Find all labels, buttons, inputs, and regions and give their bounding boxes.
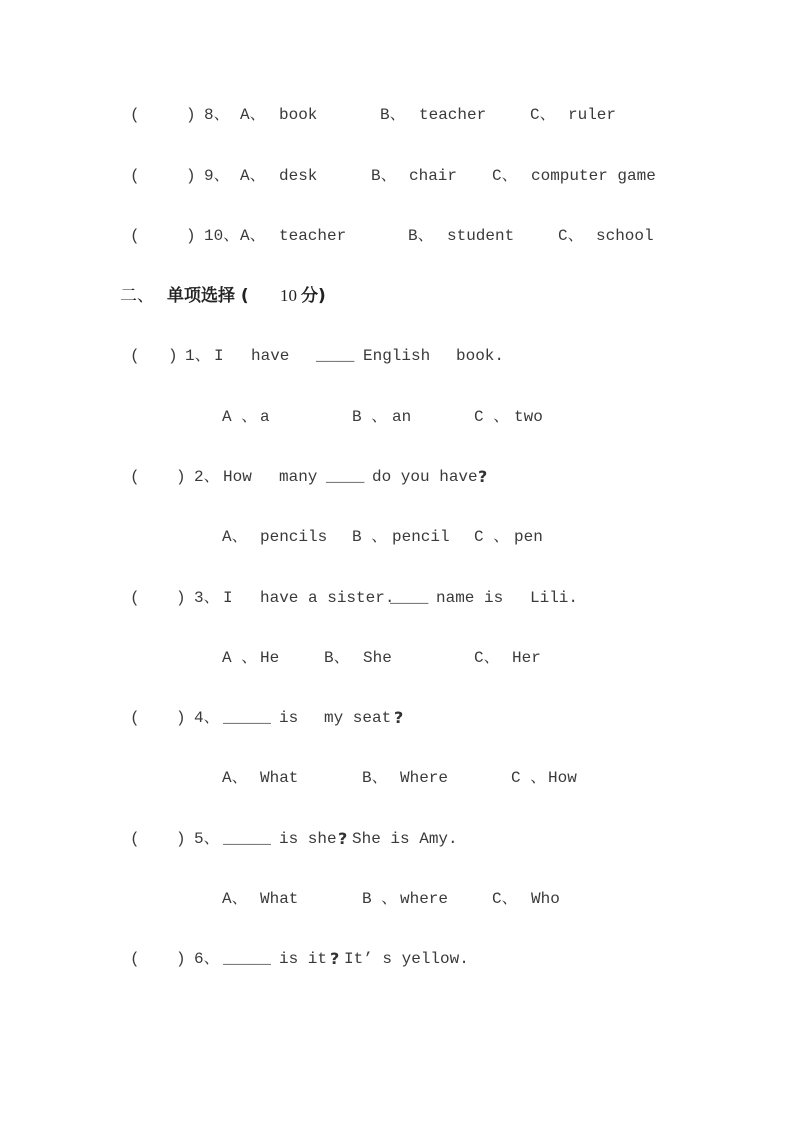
option-a-text: He [260, 649, 280, 667]
answer-bracket-close[interactable]: ) [176, 709, 186, 727]
option-b-label: B、 [371, 167, 397, 185]
answer-bracket-close[interactable]: ) [176, 830, 186, 848]
mc-options-1 [222, 407, 622, 427]
option-b-text: an [392, 408, 412, 426]
section-points: 10 [280, 286, 297, 305]
stem-word: do you have [372, 468, 478, 486]
question-mark: ? [394, 708, 404, 727]
question-number: 1、 [185, 347, 211, 365]
option-b-text: teacher [419, 106, 487, 124]
option-c-text: school [596, 227, 654, 245]
question-number: 5、 [194, 830, 220, 848]
stem-word: book. [456, 347, 505, 365]
stem-word: I [214, 347, 224, 365]
option-c-text: Who [531, 890, 560, 908]
mc-question-4 [130, 708, 690, 728]
answer-bracket-close[interactable]: ) [176, 589, 186, 607]
mc-question-2 [130, 467, 690, 487]
mc-question-6 [130, 949, 690, 969]
option-b-label: B 、 [352, 528, 388, 546]
stem-word: is it [279, 950, 328, 968]
option-c-text: pen [514, 528, 543, 546]
option-b-label: B、 [362, 769, 388, 787]
option-c-text: ruler [568, 106, 617, 124]
answer-bracket-open[interactable]: ( [130, 227, 140, 245]
question-number: 3、 [194, 589, 220, 607]
question-number: 10、 [204, 227, 240, 245]
mc-question-1 [130, 346, 690, 366]
option-b-text: chair [409, 167, 458, 185]
stem-word: have [251, 347, 290, 365]
option-a-label: A、 [240, 167, 266, 185]
stem-word: She is Amy. [352, 830, 458, 848]
section-title: 单项选择 ( [167, 286, 249, 306]
option-a-text: What [260, 890, 299, 908]
answer-bracket-open[interactable]: ( [130, 589, 140, 607]
option-c-label: C、 [474, 649, 500, 667]
option-a-text: a [260, 408, 270, 426]
stem-word: is [279, 709, 299, 727]
mc-options-4 [222, 768, 622, 788]
option-a-text: What [260, 769, 299, 787]
option-c-label: C、 [492, 167, 518, 185]
answer-bracket-open[interactable]: ( [130, 106, 140, 124]
mc-question-5 [130, 829, 690, 849]
option-b-text: student [447, 227, 515, 245]
mc-options-3 [222, 648, 622, 668]
answer-bracket-open[interactable]: ( [130, 468, 140, 486]
answer-bracket-close[interactable]: ) [176, 468, 186, 486]
option-a-text: book [279, 106, 318, 124]
stem-word: have a sister. [260, 589, 395, 607]
option-c-label: C 、 [474, 408, 510, 426]
option-a-label: A 、 [222, 649, 258, 667]
option-b-label: B、 [408, 227, 434, 245]
question-mark: ? [330, 949, 340, 968]
answer-bracket-open[interactable]: ( [130, 709, 140, 727]
question-number: 2、 [194, 468, 220, 486]
option-a-label: A、 [240, 227, 266, 245]
question-9 [130, 166, 690, 186]
answer-bracket-close[interactable]: ) [168, 347, 178, 365]
question-number: 6、 [194, 950, 220, 968]
stem-word: name is [436, 589, 504, 607]
option-b-text: She [363, 649, 392, 667]
option-a-label: A、 [222, 890, 248, 908]
question-mark: ? [478, 467, 488, 486]
option-a-label: A、 [240, 106, 266, 124]
option-a-text: desk [279, 167, 318, 185]
section-heading [120, 286, 420, 306]
question-8 [130, 105, 690, 125]
stem-word: my seat [324, 709, 392, 727]
stem-word: How [223, 468, 252, 486]
answer-bracket-close[interactable]: ) [186, 167, 196, 185]
question-10 [130, 226, 690, 246]
option-b-label: B 、 [362, 890, 398, 908]
question-number: 4、 [194, 709, 220, 727]
question-number: 9、 [204, 167, 230, 185]
stem-word: English [363, 347, 431, 365]
stem-word: is she [279, 830, 337, 848]
stem-word: It’ s yellow. [344, 950, 469, 968]
answer-bracket-open[interactable]: ( [130, 167, 140, 185]
option-c-label: C 、 [511, 769, 547, 787]
answer-blank: _____ [223, 950, 272, 968]
option-b-label: B 、 [352, 408, 388, 426]
option-a-text: teacher [279, 227, 347, 245]
mc-options-5 [222, 889, 622, 909]
mc-question-3 [130, 588, 690, 608]
option-a-label: A 、 [222, 408, 258, 426]
option-a-label: A、 [222, 769, 248, 787]
answer-blank: ____ [316, 347, 355, 365]
option-b-label: B、 [380, 106, 406, 124]
option-c-text: computer game [531, 167, 656, 185]
section-index: 二、 [120, 286, 154, 306]
option-c-text: How [548, 769, 577, 787]
answer-bracket-open[interactable]: ( [130, 347, 140, 365]
answer-bracket-open[interactable]: ( [130, 950, 140, 968]
question-mark: ? [338, 829, 348, 848]
answer-bracket-open[interactable]: ( [130, 830, 140, 848]
option-b-text: Where [400, 769, 449, 787]
answer-bracket-close[interactable]: ) [186, 106, 196, 124]
option-c-label: C、 [492, 890, 518, 908]
option-a-label: A、 [222, 528, 248, 546]
question-number: 8、 [204, 106, 230, 124]
answer-blank: _____ [223, 830, 272, 848]
option-a-text: pencils [260, 528, 328, 546]
stem-word: Lili. [530, 589, 579, 607]
answer-blank: ____ [390, 589, 429, 607]
option-b-text: where [400, 890, 449, 908]
option-c-text: Her [512, 649, 541, 667]
stem-word: many [279, 468, 318, 486]
section-points-unit: 分) [301, 286, 326, 306]
option-c-label: C、 [530, 106, 556, 124]
option-c-label: C、 [558, 227, 584, 245]
answer-bracket-close[interactable]: ) [176, 950, 186, 968]
answer-bracket-close[interactable]: ) [186, 227, 196, 245]
stem-word: I [223, 589, 233, 607]
option-b-label: B、 [324, 649, 350, 667]
option-b-text: pencil [392, 528, 450, 546]
mc-options-2 [222, 527, 622, 547]
option-c-label: C 、 [474, 528, 510, 546]
answer-blank: ____ [326, 468, 365, 486]
answer-blank: _____ [223, 709, 272, 727]
option-c-text: two [514, 408, 543, 426]
